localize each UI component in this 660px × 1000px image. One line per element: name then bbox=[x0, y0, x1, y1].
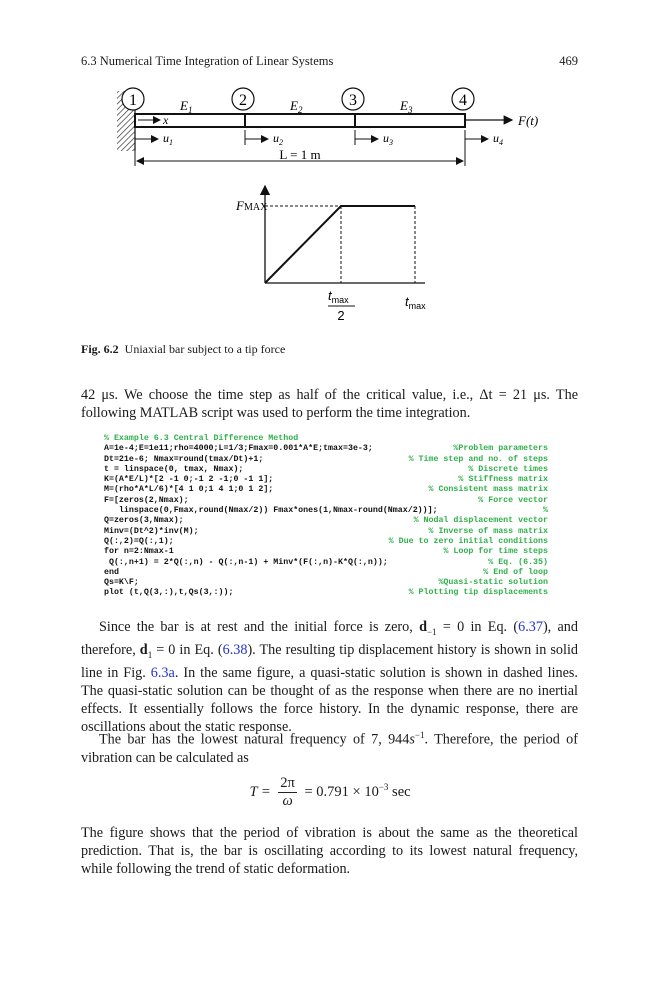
code-text: M=(rho*A*L/6)*[4 1 0;1 4 1;0 1 2]; bbox=[104, 485, 274, 495]
paragraph-3: The bar has the lowest natural frequency of 7, $944s^{-1}$. Therefore, the period of vibration can be calculated as bbox=[81, 730, 578, 766]
code-comment: % Nodal displacement vector bbox=[413, 516, 548, 526]
half-denominator: 2 bbox=[337, 308, 345, 323]
code-comment: % Inverse of mass matrix bbox=[428, 526, 548, 536]
node-label-2: 2 bbox=[239, 92, 247, 109]
code-line bbox=[104, 537, 548, 547]
code-comment: % End of loop bbox=[483, 567, 548, 577]
u3-label: u bbox=[383, 131, 389, 145]
paragraph-2: Since the bar is at rest and the initial force is zero, $d_{-1} = 0$ in Eq. (6.37), and therefore, $d_1 = 0$ in Eq. (6.38). The resulting tip displacement history is shown in solid line in Fig. 6.3a. In the same figure, a quasi-static solution is shown in dashed lines. The quasi-static solution can be thought of as the response when there are no inertial effects. It essentially follows the force history. In the dynamic response, there are oscillations about the static response. bbox=[81, 619, 578, 735]
matlab-code-block bbox=[104, 434, 548, 599]
period-equation: T = $\frac{2\pi}{\omega}$ = $0.791 \times 10^{-3}$ sec bbox=[249, 775, 411, 809]
code-text: F=[zeros(2,Nmax); bbox=[104, 495, 189, 505]
code-text: Q(:,n+1) = 2*Q(:,n) - Q(:,n-1) + Minv*(F(:,n)-K*Q(:,n)); bbox=[104, 557, 388, 567]
code-comment: %Problem parameters bbox=[453, 444, 548, 454]
svg-text:FMAX: FMAX bbox=[236, 198, 268, 213]
code-line bbox=[104, 568, 548, 578]
element-label-2: E bbox=[290, 98, 298, 113]
svg-text:E2: $E_2$ bbox=[290, 98, 303, 115]
code-comment: % Due to zero initial conditions bbox=[388, 536, 548, 546]
u2-label: u bbox=[273, 131, 279, 145]
code-text: Qs=K\F; bbox=[104, 578, 139, 588]
code-comment: % Discrete times bbox=[468, 464, 548, 474]
tmax-half-label: t bbox=[328, 288, 332, 303]
element-label-3: E bbox=[400, 98, 408, 113]
svg-text:u4: $u_4$ bbox=[493, 131, 503, 147]
code-comment: % Loop for time steps bbox=[443, 547, 548, 557]
code-comment: % Stiffness matrix bbox=[458, 475, 548, 485]
code-line bbox=[104, 547, 548, 557]
code-comment: % Consistent mass matrix bbox=[428, 485, 548, 495]
code-line bbox=[104, 485, 548, 495]
code-text: Minv=(Dt^2)*inv(M); bbox=[104, 526, 199, 536]
code-line bbox=[104, 588, 548, 598]
code-text: linspace(0,Fmax,round(Nmax/2)) Fmax*ones(1,Nmax-round(Nmax/2))]; bbox=[104, 506, 438, 516]
code-comment: % Time step and no. of steps bbox=[408, 454, 548, 464]
code-text: A=1e-4;E=1e11;rho=4000;L=1/3;Fmax=0.001*A*E;tmax=3e-3; bbox=[104, 444, 373, 454]
bar-element-3 bbox=[355, 114, 465, 127]
code-text: Q=zeros(3,Nmax); bbox=[104, 516, 184, 526]
code-line bbox=[104, 465, 548, 475]
code-line bbox=[104, 516, 548, 526]
caption-label: Fig. 6.2 bbox=[81, 342, 119, 356]
code-line bbox=[104, 578, 548, 588]
ref-eq-6-38[interactable]: 6.38 bbox=[222, 641, 248, 658]
code-line bbox=[104, 496, 548, 506]
ref-eq-6-37[interactable]: 6.37 bbox=[518, 619, 543, 635]
bar-element-2 bbox=[245, 114, 355, 127]
svg-text:E1: $E_1$ bbox=[180, 98, 193, 115]
code-line bbox=[104, 444, 548, 454]
code-text: Q(:,2)=Q(:,1); bbox=[104, 536, 174, 546]
code-text: Dt=21e-6; Nmax=round(tmax/Dt)+1; bbox=[104, 454, 264, 464]
fmax-label: F bbox=[236, 198, 244, 213]
figure-caption bbox=[81, 342, 285, 357]
svg-text:u2: $u_2$ bbox=[273, 131, 283, 147]
code-comment: % Eq. (6.35) bbox=[488, 557, 548, 567]
length-label: L = 1 m bbox=[279, 147, 321, 162]
code-comment: % Plotting tip displacements bbox=[408, 588, 548, 598]
code-text: plot (t,Q(3,:),t,Qs(3,:)); bbox=[104, 588, 234, 598]
code-text: t = linspace(0, tmax, Nmax); bbox=[104, 464, 244, 474]
node-label-1: 1 bbox=[129, 92, 137, 109]
paragraph-1: 42 μs. We choose the time step as half of the critical value, i.e., Δt = 21 μs. The following MATLAB script was used to perform the time integration. bbox=[81, 387, 578, 421]
code-line bbox=[104, 475, 548, 485]
svg-text:u1: $u_1$ bbox=[163, 131, 173, 147]
node-label-4: 4 bbox=[459, 92, 467, 109]
u1-label: u bbox=[163, 131, 169, 145]
svg-text:u3: $u_3$ bbox=[383, 131, 393, 147]
code-text: % Example 6.3 Central Difference Method bbox=[104, 434, 299, 443]
svg-text:E3: $E_3$ bbox=[400, 98, 413, 115]
running-header: 6.3 Numerical Time Integration of Linear Systems bbox=[81, 54, 334, 68]
svg-text:tmax: $t_{max}$ bbox=[328, 288, 349, 305]
ref-fig-6-3a[interactable]: 6.3a bbox=[150, 664, 175, 681]
code-line bbox=[104, 506, 548, 516]
code-comment: %Quasi-static solution bbox=[438, 578, 548, 588]
code-line bbox=[104, 527, 548, 537]
force-label: F(t) bbox=[518, 113, 539, 128]
caption-text: Uniaxial bar subject to a tip force bbox=[124, 342, 286, 356]
code-text: end bbox=[104, 567, 119, 577]
code-line bbox=[104, 434, 548, 444]
bar-diagram bbox=[0, 0, 660, 340]
tmax-label: t bbox=[405, 294, 409, 309]
code-text: K=(A*E/L)*[2 -1 0;-1 2 -1;0 -1 1]; bbox=[104, 475, 274, 485]
code-line bbox=[104, 558, 548, 568]
paragraph-4: The figure shows that the period of vibration is about the same as the theoretical prediction. That is, the bar is oscillating according to its lowest natural frequency, while following the trend of static deformation. bbox=[81, 825, 578, 877]
x-axis-label: x bbox=[163, 113, 169, 127]
page-number: 469 bbox=[559, 54, 578, 68]
code-comment: % bbox=[543, 506, 548, 516]
code-text: for n=2:Nmax-1 bbox=[104, 547, 174, 557]
u4-label: u bbox=[493, 131, 499, 145]
node-label-3: 3 bbox=[349, 92, 357, 109]
code-line bbox=[104, 455, 548, 465]
force-history-line bbox=[265, 206, 415, 283]
code-comment: % Force vector bbox=[478, 495, 548, 505]
svg-text:tmax: $t_{max}$ bbox=[405, 294, 426, 311]
element-label-1: E bbox=[180, 98, 188, 113]
